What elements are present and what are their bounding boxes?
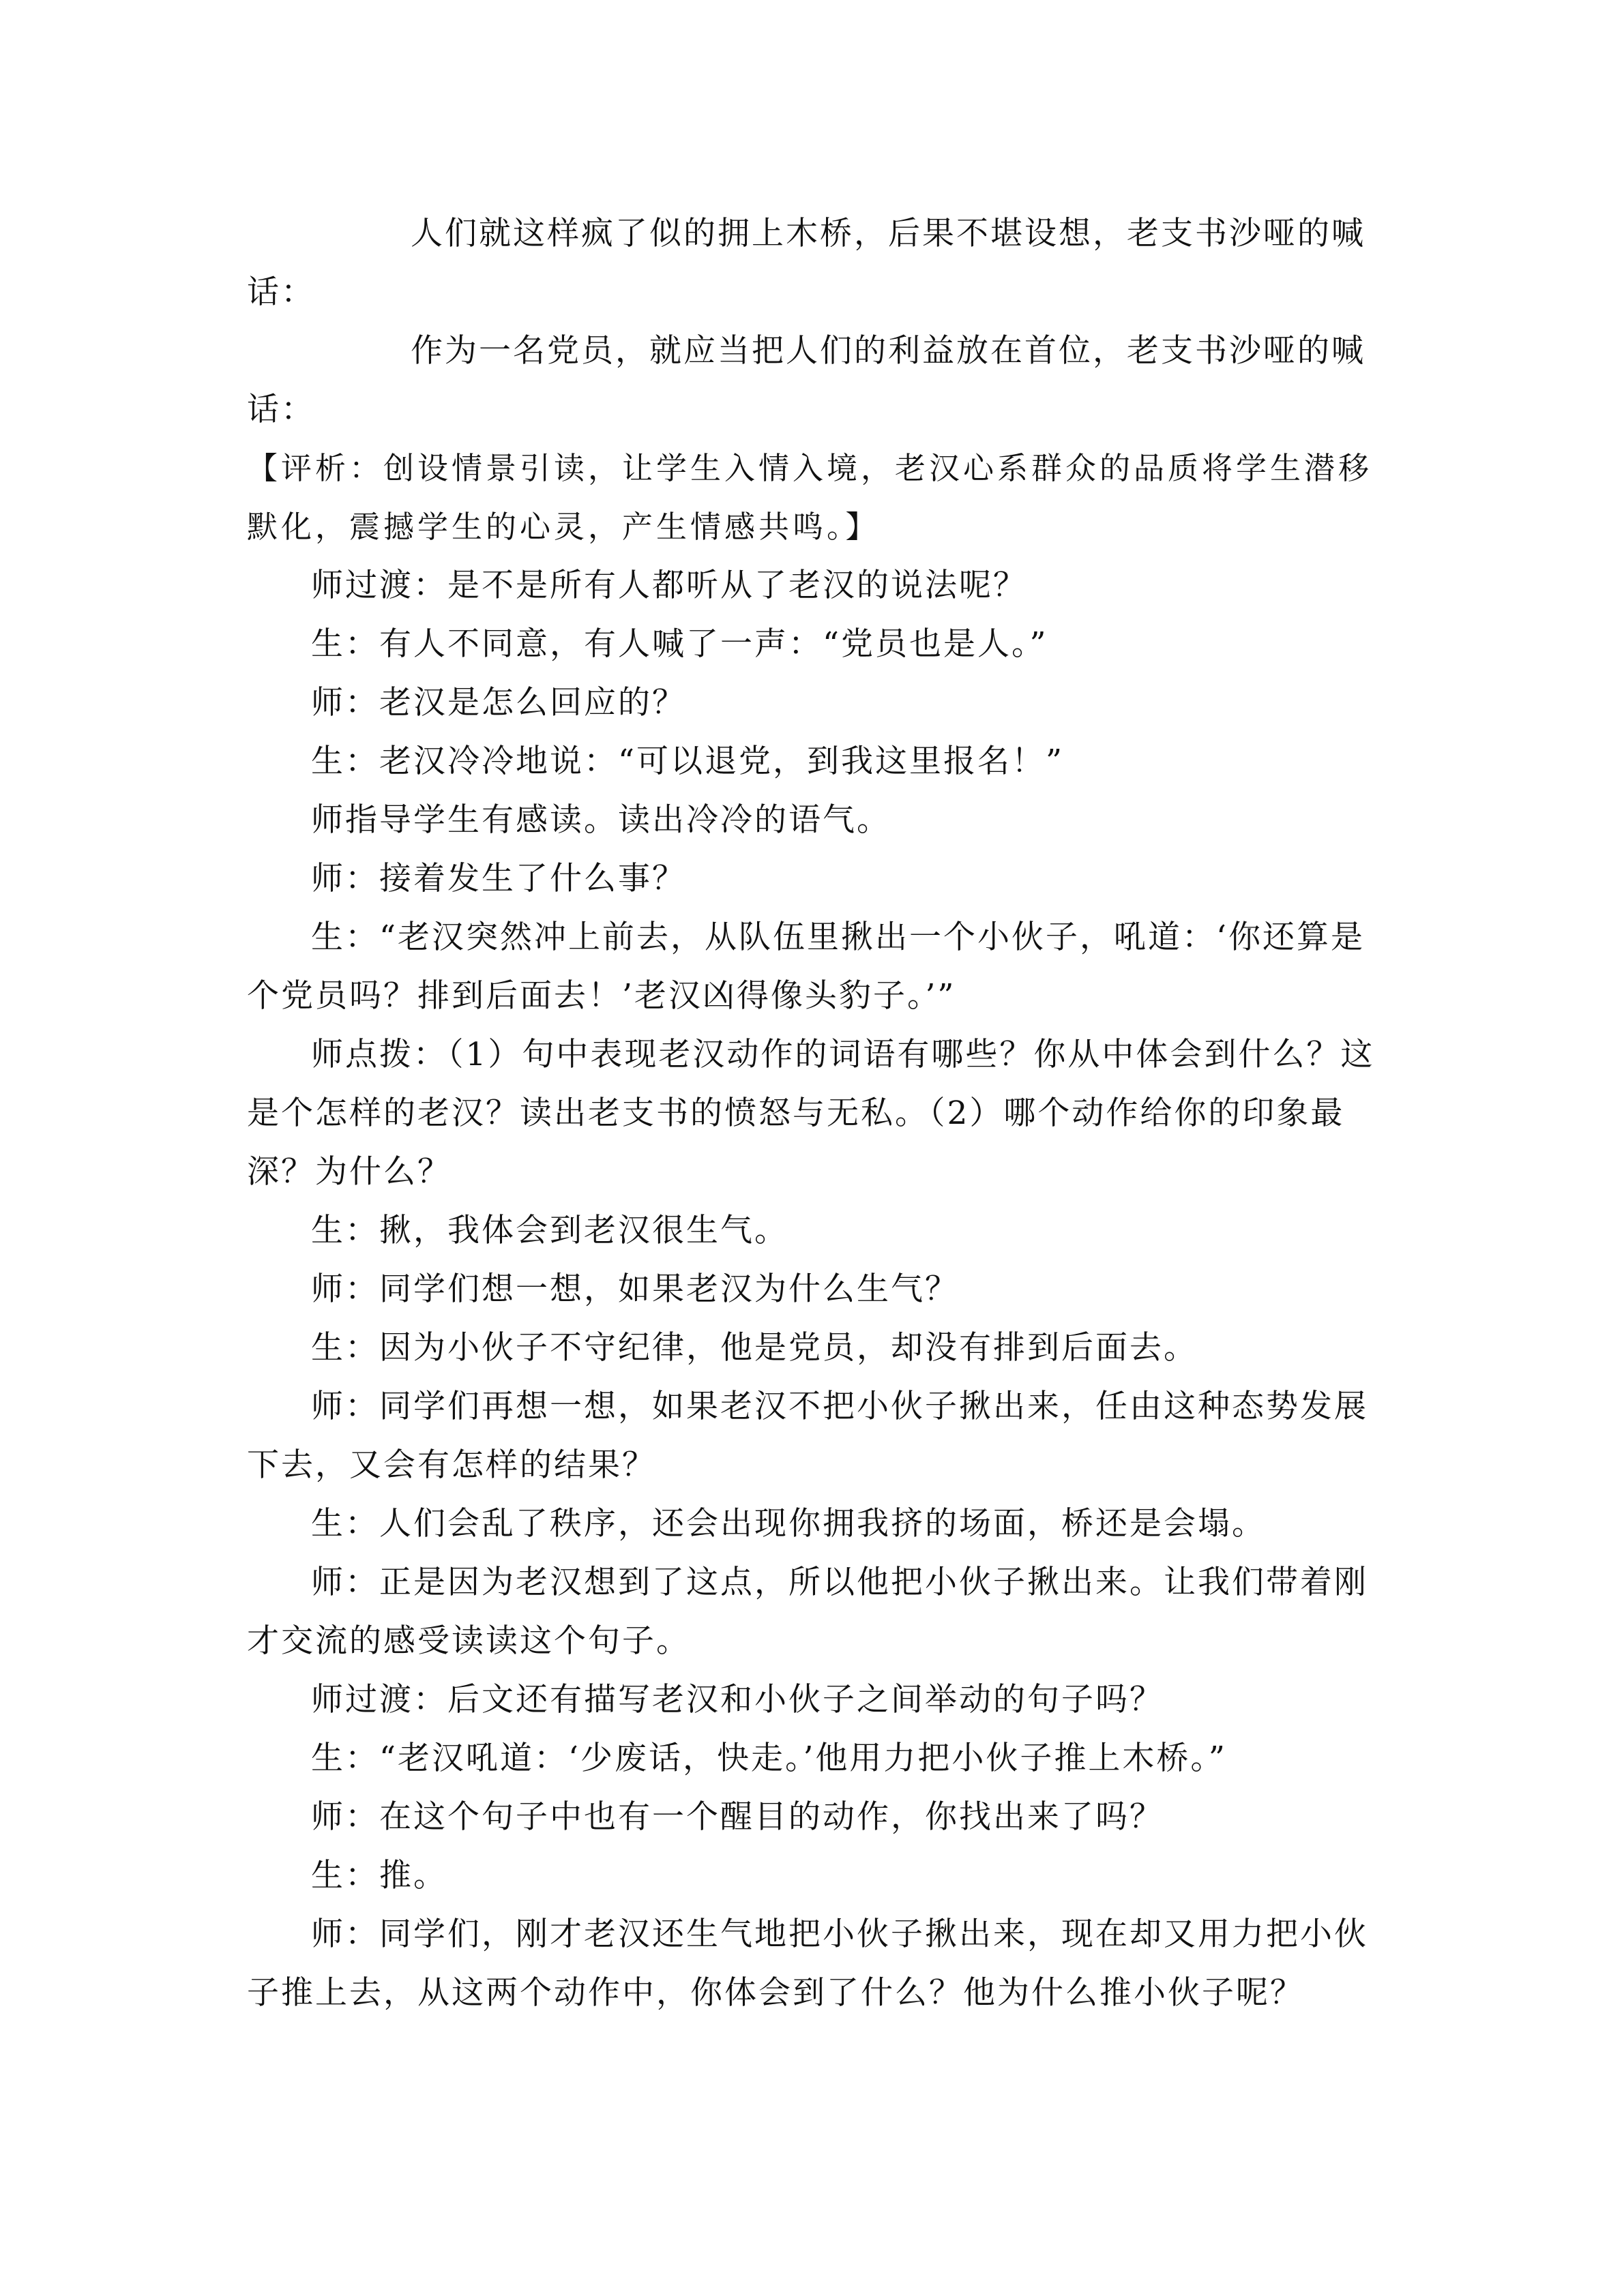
paragraph-dialogue: 师：同学们想一想，如果老汉为什么生气？ [311,1270,959,1308]
paragraph-dialogue: 生：有人不同意，有人喊了一声：“党员也是人。” [311,625,1048,663]
paragraph-dialogue: 师点拨：（1）句中表现老汉动作的词语有哪些？你从中体会到什么？这是个怎样的老汉？读出老支书的愤怒与无私。（2）哪个动作给你的印象最深？为什么？ [247,1036,1375,1191]
paragraph-dialogue: 生：人们会乱了秩序，还会出现你拥我挤的场面，桥还是会塌。 [311,1505,1266,1542]
paragraph-call-1: 人们就这样疯了似的拥上木桥，后果不堪设想，老支书沙哑的喊话： [247,215,1365,311]
paragraph-dialogue: 师指导学生有感读。读出冷冷的语气。 [311,801,891,839]
paragraph-dialogue: 生：“老汉吼道：‘少废话，快走。’他用力把小伙子推上木桥。” [311,1740,1227,1777]
paragraph-dialogue: 师：同学们再想一想，如果老汉不把小伙子揪出来，任由这种态势发展下去，又会有怎样的结果？ [247,1388,1368,1484]
document-body [247,205,1379,2023]
paragraph-dialogue: 师：在这个句子中也有一个醒目的动作，你找出来了吗？ [311,1798,1164,1836]
paragraph-dialogue: 师：正是因为老汉想到了这点，所以他把小伙子揪出来。让我们带着刚才交流的感受读读这个句子。 [247,1564,1368,1660]
commentary-note: 【评析：创设情景引读，让学生入情入境，老汉心系群众的品质将学生潜移默化，震撼学生的心灵，产生情感共鸣。】 [247,450,1373,545]
paragraph-dialogue: 生：揪，我体会到老汉很生气。 [311,1212,788,1249]
paragraph-dialogue: 师：老汉是怎么回应的？ [311,684,686,721]
paragraph-call-2: 作为一名党员，就应当把人们的利益放在首位，老支书沙哑的喊话： [247,332,1365,428]
paragraph-dialogue: 生：因为小伙子不守纪律，他是党员，却没有排到后面去。 [311,1329,1198,1367]
paragraph-dialogue: 师：同学们，刚才老汉还生气地把小伙子揪出来，现在却又用力把小伙子推上去，从这两个动作中，你体会到了什么？他为什么推小伙子呢？ [247,1915,1368,2012]
paragraph-dialogue: 生：“老汉突然冲上前去，从队伍里揪出一个小伙子，吼道：‘你还算是个党员吗？排到后面去！’老汉凶得像头豹子。’” [247,919,1365,1015]
paragraph-dialogue: 师过渡：是不是所有人都听从了老汉的说法呢？ [311,567,1027,604]
paragraph-dialogue: 师：接着发生了什么事？ [311,860,686,897]
paragraph-dialogue: 生：老汉冷冷地说：“可以退党，到我这里报名！” [311,743,1065,780]
paragraph-dialogue: 师过渡：后文还有描写老汉和小伙子之间举动的句子吗？ [311,1681,1164,1718]
paragraph-dialogue: 生：推。 [311,1857,447,1894]
